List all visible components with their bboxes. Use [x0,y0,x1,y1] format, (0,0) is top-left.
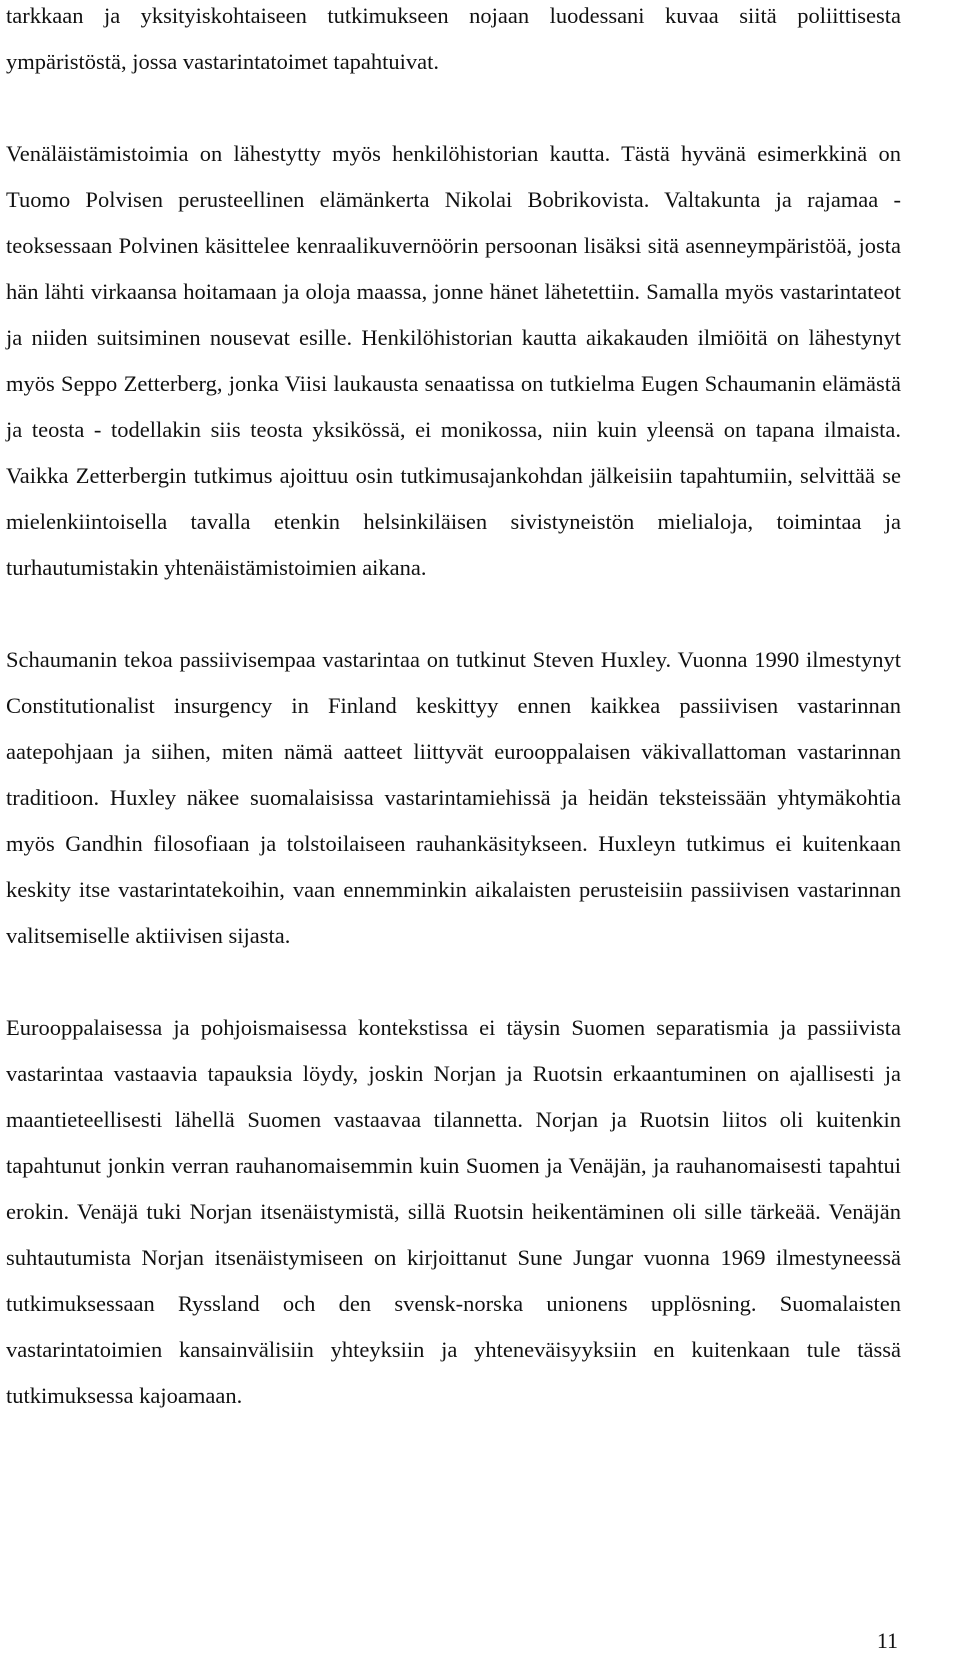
paragraph-4: Eurooppalaisessa ja pohjoismaisessa kontekstissa ei täysin Suomen separatismia ja passiivista vastarintaa vastaavia tapauksia löydy, joskin Norjan ja Ruotsin erkaantuminen on ajallisesti ja maantieteellisesti lähellä Suomen vastaavaa tilannetta. Norjan ja Ruotsin liitos oli kuitenkin tapahtunut jonkin verran rauhanomaisemmin kuin Suomen ja Venäjän, ja rauhanomaisesti tapahtui erokin. Venäjä tuki Norjan itsenäistymistä, sillä Ruotsin heikentäminen oli sille tärkeää. Venäjän suhtautumista Norjan itsenäistymiseen on kirjoittanut Sune Jungar vuonna 1969 ilmestyneessä tutkimuksessaan Ryssland och den svensk-norska unionens upplösning. Suomalaisten vastarintatoimien kansainvälisiin yhteyksiin ja yhteneväisyyksiin en kuitenkaan tule tässä tutkimuksessa kajoamaan. [6,1015,901,1408]
paragraph-2: Venäläistämistoimia on lähestytty myös henkilöhistorian kautta. Tästä hyvänä esimerkkinä on Tuomo Polvisen perusteellinen elämänkerta Nikolai Bobrikovista. Valtakunta ja rajamaa -teoksessaan Polvinen käsittelee kenraalikuvernöörin persoonan lisäksi sitä asenneympäristöä, josta hän lähti virkaansa hoitamaan ja oloja maassa, jonne hänet lähetettiin. Samalla myös vastarintateot ja niiden suitsiminen nousevat esille. Henkilöhistorian kautta aikakauden ilmiöitä on lähestynyt myös Seppo Zetterberg, jonka Viisi laukausta senaatissa on tutkielma Eugen Schaumanin elämästä ja teosta - todellakin siis teosta yksikössä, ei monikossa, niin kuin yleensä on tapana ilmaista. Vaikka Zetterbergin tutkimus ajoittuu osin tutkimusajankohdan jälkeisiin tapahtumiin, selvittää se mielenkiintoisella tavalla etenkin helsinkiläisen sivistyneistön mielialoja, toimintaa ja turhautumistakin yhtenäistämistoimien aikana. [6,141,901,580]
paragraph-3: Schaumanin tekoa passiivisempaa vastarintaa on tutkinut Steven Huxley. Vuonna 1990 ilmestynyt Constitutionalist insurgency in Finland keskittyy ennen kaikkea passiivisen vastarinnan aatepohjaan ja siihen, miten nämä aatteet liittyvät eurooppalaisen väkivallattoman vastarinnan traditioon. Huxley näkee suomalaisissa vastarintamiehissä ja heidän teksteissään yhtymäkohtia myös Gandhin filosofiaan ja tolstoilaiseen rauhankäsitykseen. Huxleyn tutkimus ei kuitenkaan keskity itse vastarintatekoihin, vaan ennemminkin aikalaisten perusteisiin passiivisen vastarinnan valitsemiselle aktiivisen sijasta. [6,647,901,948]
page-number: 11 [876,1628,898,1653]
paragraph-1: tarkkaan ja yksityiskohtaiseen tutkimukseen nojaan luodessani kuvaa siitä poliittisesta ympäristöstä, jossa vastarintatoimet tapahtuivat. [6,3,901,74]
body-text [6,0,901,1419]
